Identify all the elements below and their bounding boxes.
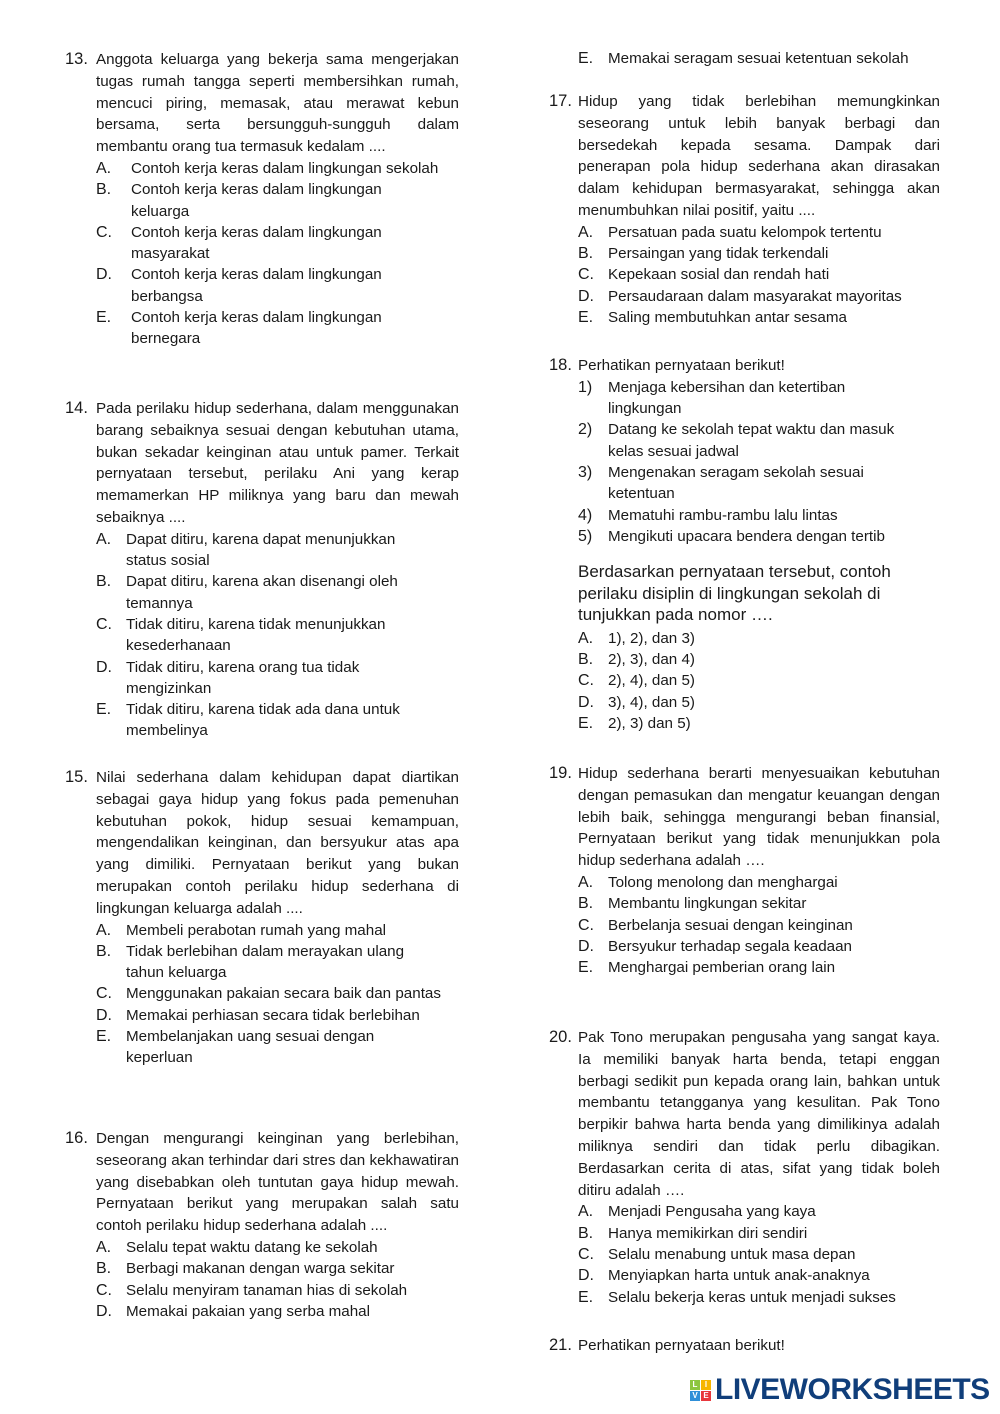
question-stem: Perhatikan pernyataan berikut! <box>578 1337 785 1354</box>
answer-option-label: C. <box>96 985 112 1003</box>
answer-option[interactable] <box>578 264 940 285</box>
answer-option-label: B. <box>578 1224 594 1242</box>
answer-option[interactable] <box>96 1005 459 1026</box>
answer-option[interactable] <box>578 1223 940 1244</box>
answer-option-label: C. <box>96 223 112 241</box>
answer-option-label: D. <box>578 937 594 955</box>
answer-option-label: E. <box>578 714 594 732</box>
question-number: 17. <box>549 92 572 110</box>
question-note: Berdasarkan pernyataan tersebut, contoh perilaku disiplin di lingkungan sekolah di tunjukkan pada nomor …. <box>578 562 891 625</box>
question-stem: Dengan mengurangi keinginan yang berlebihan, seseorang akan terhindar dari stres dan kekhawatiran yang disebabkan oleh tuntutan gaya hidup mewah. Pernyataan berikut yang merupakan salah satu contoh perilaku hidup sederhana adalah .... <box>96 1130 459 1235</box>
answer-option-text: Memakai pakaian yang serba mahal <box>126 1302 370 1320</box>
answer-option-text: Menjadi Pengusaha yang kaya <box>608 1203 816 1221</box>
answer-option-label: C. <box>96 615 112 633</box>
statement-item[interactable] <box>578 526 940 547</box>
answer-option-label: C. <box>96 1281 112 1299</box>
answer-option[interactable] <box>578 307 940 328</box>
answer-option-text: 1), 2), dan 3) <box>608 629 695 647</box>
answer-option[interactable] <box>578 713 940 734</box>
question-q15 <box>65 767 459 1069</box>
answer-option-label: B. <box>578 245 594 263</box>
answer-option[interactable] <box>578 915 940 936</box>
answer-option-text: Tidak ditiru, karena orang tua tidak mengizinkan <box>126 658 360 697</box>
answer-option[interactable] <box>578 628 940 649</box>
answer-option[interactable] <box>96 920 459 941</box>
answer-option[interactable] <box>578 1201 940 1222</box>
answer-option-label: B. <box>578 895 594 913</box>
answer-option-text: Tolong menolong dan menghargai <box>608 873 838 891</box>
question-number: 21. <box>549 1336 572 1354</box>
answer-option[interactable] <box>578 872 940 893</box>
question-number: 19. <box>549 764 572 782</box>
answer-option-text: 2), 3) dan 5) <box>608 714 691 732</box>
answer-option-text: Persaingan yang tidak terkendali <box>608 245 829 263</box>
answer-option[interactable] <box>578 1265 940 1286</box>
answer-option-label: C. <box>578 266 594 284</box>
logo-cube-icon <box>690 1380 711 1401</box>
statement-item-label: 4) <box>578 506 593 524</box>
statement-item[interactable] <box>578 462 940 505</box>
answer-option-label: E. <box>578 50 594 67</box>
answer-option-label: A. <box>578 873 594 891</box>
answer-option-text: Contoh kerja keras dalam lingkungan berbangsa <box>131 266 382 305</box>
question-body <box>578 355 940 734</box>
logo-cube-letter: E <box>701 1391 711 1401</box>
answer-option-label: E. <box>578 1288 594 1306</box>
question-stem: Pak Tono merupakan pengusaha yang sangat kaya. Ia memiliki banyak harta benda, tetapi enggan berbagi sedikit pun kepada orang lain, bahkan untuk membantu tetangganya yang kesulitan. Pak Tono berpikir bahwa harta benda yang dimilikinya adalah miliknya sendiri dan tidak perlu dibagikan. Berdasarkan cerita di atas, sifat yang tidak boleh ditiru adalah …. <box>578 1029 940 1199</box>
statement-item-text: Datang ke sekolah tepat waktu dan masuk kelas sesuai jadwal <box>608 421 895 460</box>
answer-option-text: Menghargai pemberian orang lain <box>608 959 836 977</box>
answer-option-label: B. <box>96 181 112 199</box>
answer-option-label: B. <box>96 573 112 591</box>
answer-option-label: A. <box>96 530 112 548</box>
answer-option[interactable] <box>578 670 940 691</box>
logo-cube-letter: I <box>701 1380 711 1390</box>
answer-option-label: D. <box>96 1006 112 1024</box>
question-stem: Hidup yang tidak berlebihan memungkinkan seseorang untuk lebih banyak berbagi dan bersedekah kepada sesama. Dampak dari penerapan pola hidup sederhana akan dirasakan dalam kehidupan bermasyarakat, sehingga akan menumbuhkan nilai positif, yaitu .... <box>578 93 940 219</box>
answer-option-text: Selalu bekerja keras untuk menjadi sukses <box>608 1288 896 1306</box>
answer-option-label: E. <box>96 309 112 327</box>
answer-option-label: D. <box>96 1302 112 1320</box>
question-q19 <box>549 763 940 978</box>
answer-option-label: C. <box>578 672 594 690</box>
answer-option-text: Tidak ditiru, karena tidak ada dana untuk membelinya <box>126 701 400 740</box>
answer-option[interactable] <box>578 48 940 69</box>
question-q16e <box>549 48 940 69</box>
answer-option[interactable] <box>96 307 459 350</box>
answer-option-text: Contoh kerja keras dalam lingkungan sekolah <box>131 159 439 177</box>
answer-option[interactable] <box>578 1287 940 1308</box>
statement-item[interactable] <box>578 377 940 420</box>
question-number: 13. <box>65 50 88 68</box>
answer-option-text: Berbelanja sesuai dengan keinginan <box>608 916 853 934</box>
answer-option[interactable] <box>96 657 459 700</box>
statement-item-label: 5) <box>578 527 593 545</box>
question-body <box>578 763 940 978</box>
answer-option-text: Menyiapkan harta untuk anak-anaknya <box>608 1267 870 1285</box>
question-body <box>96 1128 459 1322</box>
answer-option[interactable] <box>578 222 940 243</box>
answer-option-label: A. <box>96 921 112 939</box>
question-q13 <box>65 49 459 350</box>
question-stem: Nilai sederhana dalam kehidupan dapat diartikan sebagai gaya hidup yang fokus pada pemenuhan kebutuhan pokok, hidup sesuai kemampuan, mengendalikan keinginan, dan bersyukur atas apa yang dimiliki. Pernyataan berikut yang bukan merupakan contoh perilaku hidup sederhana di lingkungan keluarga adalah .... <box>96 769 459 917</box>
statement-item-label: 3) <box>578 463 593 481</box>
answer-option-label: E. <box>578 959 594 977</box>
answer-option-label: A. <box>578 1203 594 1221</box>
answer-option[interactable] <box>578 957 940 978</box>
answer-option-text: Selalu tepat waktu datang ke sekolah <box>126 1238 378 1256</box>
answer-option-label: A. <box>578 629 594 647</box>
statement-item[interactable] <box>578 505 940 526</box>
answer-option-label: B. <box>96 942 112 960</box>
question-body <box>578 1027 940 1308</box>
answer-option[interactable] <box>96 983 459 1004</box>
question-stem: Pada perilaku hidup sederhana, dalam menggunakan barang sebaiknya sesuai dengan kebutuhan utama, bukan sekadar keinginan atau untuk pamer. Terkait pernyataan tersebut, perilaku Ani yang kerap memamerkan HP miliknya yang baru dan mewah sebaiknya .... <box>96 400 459 526</box>
answer-option[interactable] <box>96 699 459 742</box>
answer-option-text: Tidak ditiru, karena tidak menunjukkan kesederhanaan <box>126 615 386 655</box>
question-number: 15. <box>65 768 88 786</box>
answer-option-text: Tidak berlebihan dalam merayakan ulang tahun keluarga <box>126 942 405 982</box>
answer-option[interactable] <box>96 1026 459 1069</box>
answer-option-label: D. <box>578 1267 594 1285</box>
question-q14 <box>65 398 459 742</box>
statement-item-text: Mematuhi rambu-rambu lalu lintas <box>608 506 838 524</box>
answer-option-label: A. <box>578 223 594 241</box>
question-q20 <box>549 1027 940 1308</box>
answer-option-text: Memakai perhiasan secara tidak berlebihan <box>126 1006 420 1024</box>
answer-option-label: E. <box>578 308 594 326</box>
answer-option[interactable] <box>578 936 940 957</box>
answer-option-label: A. <box>96 159 112 177</box>
answer-option-text: 3), 4), dan 5) <box>608 693 695 711</box>
answer-option[interactable] <box>96 614 459 657</box>
question-stem: Perhatikan pernyataan berikut! <box>578 357 785 374</box>
answer-option-text: Membeli perabotan rumah yang mahal <box>126 921 387 939</box>
answer-option[interactable] <box>578 649 940 670</box>
statement-item-text: Mengikuti upacara bendera dengan tertib <box>608 527 885 545</box>
answer-option[interactable] <box>96 529 459 572</box>
answer-option-label: E. <box>96 701 112 719</box>
question-body <box>96 767 459 1069</box>
answer-option-text: Contoh kerja keras dalam lingkungan bernegara <box>131 309 382 348</box>
answer-option-text: Dapat ditiru, karena akan disenangi oleh temannya <box>126 573 398 612</box>
answer-option-text: 2), 4), dan 5) <box>608 672 695 690</box>
question-stem: Anggota keluarga yang bekerja sama mengerjakan tugas rumah tangga seperti membersihkan rumah, mencuci piring, memasak, atau merawat kebun bersama, serta bersungguh-sungguh dalam membantu orang tua termasuk kedalam .... <box>96 51 459 156</box>
statement-item-label: 1) <box>578 378 593 396</box>
answer-option-label: B. <box>96 1260 112 1278</box>
answer-option-label: C. <box>578 916 594 934</box>
statement-item-text: Mengenakan seragam sekolah sesuai ketentuan <box>608 463 864 503</box>
answer-option-label: D. <box>96 658 112 676</box>
answer-option-text: Memakai seragam sesuai ketentuan sekolah <box>608 50 909 67</box>
question-number: 18. <box>549 356 572 374</box>
logo-text: LIVEWORKSHEETS <box>715 1373 990 1406</box>
answer-option[interactable] <box>578 692 940 713</box>
question-number: 14. <box>65 399 88 417</box>
answer-option[interactable] <box>96 1280 459 1301</box>
question-number: 20. <box>549 1028 572 1046</box>
answer-option[interactable] <box>96 1301 459 1322</box>
answer-option-label: B. <box>578 650 594 668</box>
question-body <box>96 49 459 350</box>
statement-item-text: Menjaga kebersihan dan ketertiban lingkungan <box>608 378 846 418</box>
answer-option-label: D. <box>96 266 112 284</box>
question-q16 <box>65 1128 459 1322</box>
question-body <box>96 398 459 742</box>
answer-option-text: 2), 3), dan 4) <box>608 650 695 668</box>
answer-option[interactable] <box>96 264 459 307</box>
question-stem: Hidup sederhana berarti menyesuaikan kebutuhan dengan pemasukan dan mengatur keuangan dengan lebih baik, sehingga mengurangi beban finansial, Pernyataan berikut yang tidak menunjukkan pola hidup sederhana adalah …. <box>578 765 940 870</box>
answer-option[interactable] <box>578 286 940 307</box>
answer-option-text: Dapat ditiru, karena dapat menunjukkan status sosial <box>126 530 396 570</box>
answer-option-text: Menggunakan pakaian secara baik dan pantas <box>126 985 441 1003</box>
question-q21 <box>549 1335 940 1357</box>
answer-option-text: Kepekaan sosial dan rendah hati <box>608 266 830 284</box>
question-q17 <box>549 91 940 328</box>
answer-option-label: D. <box>578 287 594 305</box>
liveworksheets-logo <box>690 1373 990 1407</box>
answer-option-text: Berbagi makanan dengan warga sekitar <box>126 1260 395 1278</box>
answer-option[interactable] <box>96 1237 459 1258</box>
answer-option-label: C. <box>578 1245 594 1263</box>
question-body <box>578 1335 940 1357</box>
answer-option-text: Contoh kerja keras dalam lingkungan keluarga <box>131 181 382 220</box>
statement-item-label: 2) <box>578 421 593 439</box>
answer-option-text: Persaudaraan dalam masyarakat mayoritas <box>608 287 902 305</box>
answer-option-label: D. <box>578 693 594 711</box>
question-q18 <box>549 355 940 734</box>
statement-item[interactable] <box>578 419 940 462</box>
question-body <box>578 48 940 69</box>
answer-option[interactable] <box>96 1258 459 1279</box>
answer-option[interactable] <box>96 941 459 984</box>
answer-option-text: Saling membutuhkan antar sesama <box>608 308 847 326</box>
answer-option[interactable] <box>96 179 459 222</box>
answer-option[interactable] <box>96 222 459 265</box>
answer-option-text: Hanya memikirkan diri sendiri <box>608 1224 808 1242</box>
answer-option-text: Membelanjakan uang sesuai dengan keperluan <box>126 1028 375 1067</box>
answer-option-text: Bersyukur terhadap segala keadaan <box>608 937 853 955</box>
logo-cube-letter: V <box>690 1391 700 1401</box>
answer-option-label: A. <box>96 1238 112 1256</box>
answer-option[interactable] <box>96 158 459 179</box>
answer-option-text: Selalu menyiram tanaman hias di sekolah <box>126 1281 408 1299</box>
question-number: 16. <box>65 1129 88 1147</box>
answer-option-text: Selalu menabung untuk masa depan <box>608 1245 856 1263</box>
logo-cube-letter: L <box>690 1380 700 1390</box>
answer-option-text: Membantu lingkungan sekitar <box>608 895 807 913</box>
answer-option[interactable] <box>578 893 940 914</box>
answer-option[interactable] <box>578 243 940 264</box>
answer-option[interactable] <box>578 1244 940 1265</box>
question-body <box>578 91 940 328</box>
answer-option[interactable] <box>96 571 459 614</box>
answer-option-text: Contoh kerja keras dalam lingkungan masyarakat <box>131 223 382 263</box>
answer-option-text: Persatuan pada suatu kelompok tertentu <box>608 223 882 241</box>
answer-option-label: E. <box>96 1028 112 1046</box>
